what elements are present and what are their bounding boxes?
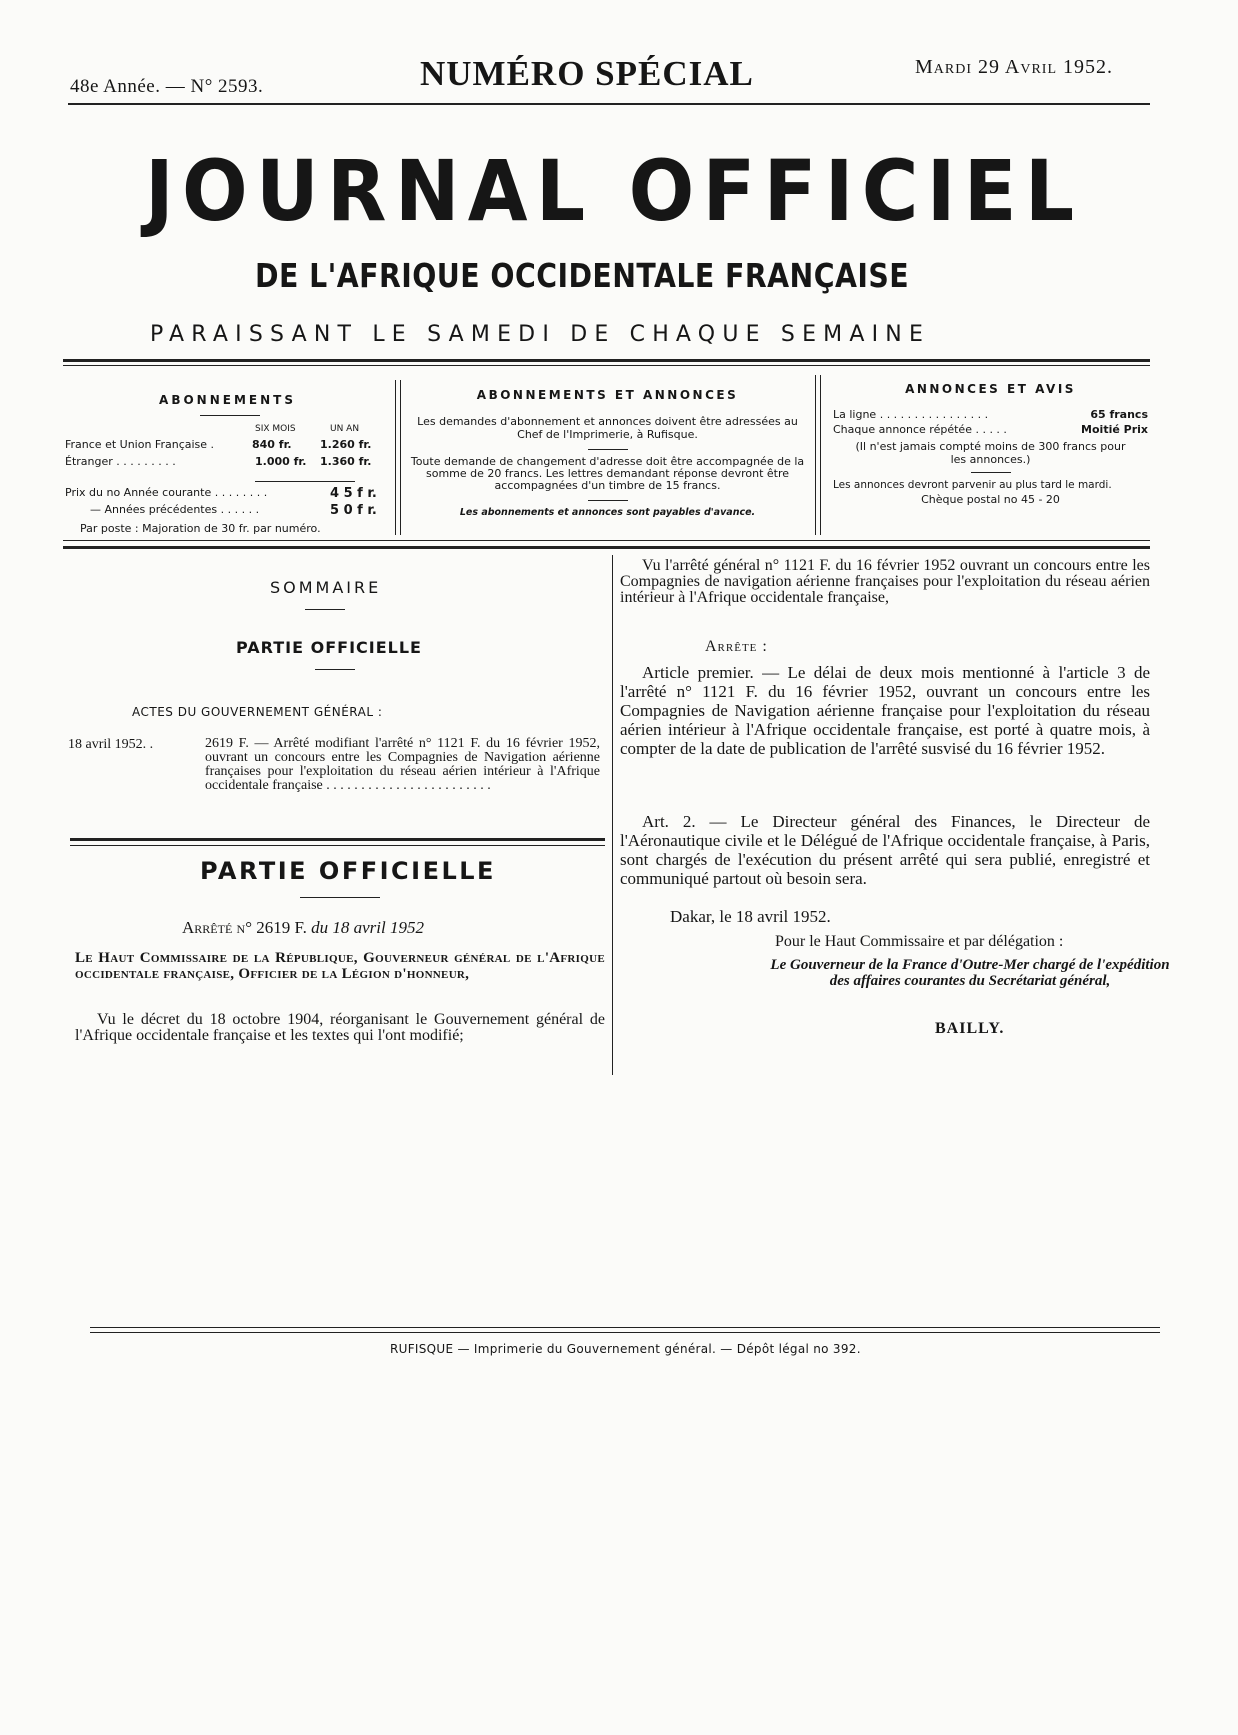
price-row [65,503,390,520]
annonces-delai: Les annonces devront parvenir au plus tard le mardi. [833,479,1112,491]
box-divider-left [395,380,396,535]
sommaire-entry-date: 18 avril 1952. . [68,737,154,752]
arrete-label: Arrête : [705,638,768,655]
partie-top-rule [70,838,605,841]
lieu-date: Dakar, le 18 avril 1952. [670,907,831,926]
section-divider [588,449,628,450]
journal-title: JOURNAL OFFICIEL [145,142,1083,240]
abonnements-annonces-heading: ABONNEMENTS ET ANNONCES [476,388,739,402]
delegation: Pour le Haut Commissaire et par délégation : [775,933,1064,950]
arrete-title [182,918,424,938]
annonces-block [833,382,1148,506]
section-divider [971,472,1011,473]
row-six: 1.000 fr. [255,455,307,468]
sommaire-heading: SOMMAIRE [270,578,382,597]
partie-heading-underline [300,897,380,898]
heading-underline [200,415,260,416]
footer-rule [90,1327,1160,1328]
row-six: 840 fr. [252,438,292,451]
table-row [65,455,390,472]
row-an: 1.260 fr. [320,438,372,451]
journal-subtitle: DE L'AFRIQUE OCCIDENTALE FRANÇAISE [255,256,910,295]
abonnements-annonces-block [410,388,805,518]
box-top-rule-thin [63,365,1150,366]
box-top-rule [63,359,1150,362]
sommaire-actes: ACTES DU GOUVERNEMENT GÉNÉRAL : [132,705,383,719]
sommaire-partie: PARTIE OFFICIELLE [236,638,422,657]
box-divider-left-2 [400,380,401,535]
prec-value: 5 0 f r. [330,503,377,518]
abonnements-heading: ABONNEMENTS [159,393,296,407]
col-six-mois: SIX MOIS [255,424,296,434]
top-rule [68,103,1150,105]
repetee-value: Moitié Prix [1081,423,1148,436]
prec-label: — Années précédentes . . . . . . [90,503,260,516]
article-1: Article premier. — Le délai de deux mois mentionné à l'article 3 de l'arrêté n° 1121 F. du 16 février 1952, ouvrant un concours entre les Compagnies de Navigation aérienne française pour l'exploitation du réseau aérien intérieur à l'Afrique occidentale française, est porté à quatre mois, à compter de la date de publication de l'arrêté susvisé du 16 février 1952. [620,663,1150,758]
section-divider [255,481,355,482]
box-divider-right [815,375,816,535]
haut-commissaire: Le Haut Commissaire de la République, Gouverneur général de l'Afrique occidentale française, Officier de la Légion d'honneur, [75,950,605,982]
partie-top-rule-thin [70,845,605,846]
arrete-title-date: du 18 avril 1952 [311,918,424,937]
abonnements-block [65,393,390,535]
special-issue-label: NUMÉRO SPÉCIAL [420,54,754,93]
ligne-label: La ligne . . . . . . . . . . . . . . . . [833,408,989,421]
sommaire-underline [305,609,345,610]
box-divider-right-2 [820,375,821,535]
annonces-change: Toute demande de changement d'adresse doit être accompagnée de la somme de 20 francs. Les lettres demandant réponse devront être accompagnées d'un timbre de 15 francs. [410,455,805,492]
prix-label: Prix du no Année courante . . . . . . . . [65,486,268,499]
repetee-label: Chaque annonce répétée . . . . . [833,423,1007,436]
row-label: Étranger . . . . . . . . . [65,455,176,468]
prix-value: 4 5 f r. [330,486,377,501]
cheque-postal: Chèque postal no 45 - 20 [921,493,1060,506]
abonnements-col-headers [65,424,390,438]
sommaire-entry [205,737,600,793]
article-2: Art. 2. — Le Directeur général des Finances, le Directeur de l'Aéronautique civile et le Délégué de l'Afrique occidentale française, à Paris, sont chargés de l'exécution du présent arrêté qui sera publié, enregistré et communiqué partout où besoin sera. [620,812,1150,888]
issue-date: Mardi 29 Avril 1952. [915,56,1114,78]
price-row [833,423,1148,438]
row-label: France et Union Française . [65,438,215,451]
annonces-address: Les demandes d'abonnement et annonces doivent être adressées au Chef de l'Imprimerie, à Rufisque. [417,415,798,441]
issue-number: 48e Année. — N° 2593. [70,76,264,97]
vu-decret: Vu le décret du 18 octobre 1904, réorganisant le Gouvernement général de l'Afrique occidentale française et les textes qui l'ont modifié; [75,1011,605,1044]
price-row [65,486,390,503]
box-bottom-rule-thick [63,546,1150,549]
signataire-role: Le Gouverneur de la France d'Outre-Mer chargé de l'expédition des affaires courantes du Secrétariat général, [770,957,1170,989]
poste-note: Par poste : Majoration de 30 fr. par numéro. [80,522,321,535]
annonces-payment: Les abonnements et annonces sont payables d'avance. [459,507,756,518]
row-an: 1.360 fr. [320,455,372,468]
partie-officielle-heading: PARTIE OFFICIELLE [200,857,496,885]
table-row [65,438,390,455]
footer-imprint: RUFISQUE — Imprimerie du Gouvernement général. — Dépôt légal no 392. [390,1342,861,1356]
vu-arrete: Vu l'arrêté général n° 1121 F. du 16 février 1952 ouvrant un concours entre les Compagnies de navigation aérienne françaises pour l'exploitation du réseau aérien intérieur à l'Afrique occidentale française, [620,557,1150,606]
column-divider [612,555,613,1075]
arrete-title-number: Arrêté n° 2619 F. [182,918,307,937]
section-divider [588,500,628,501]
price-row [833,408,1148,423]
annonces-heading: ANNONCES ET AVIS [905,382,1076,396]
box-bottom-rule [63,540,1150,541]
sommaire-entry-body: 2619 F. — Arrêté modifiant l'arrêté n° 1121 F. du 16 février 1952, ouvrant un concours entre les Compagnies de Navigation aérienne françaises pour l'exploitation du réseau aérien intérieur à l'Afrique occidentale française [205,736,600,793]
footer-rule-2 [90,1332,1160,1333]
leader-dots: . . . . . . . . . . . . . . . . . . . . . . . . [322,778,491,793]
col-un-an: UN AN [330,424,360,434]
journal-tagline: PARAISSANT LE SAMEDI DE CHAQUE SEMAINE [150,322,931,347]
annonces-note: (Il n'est jamais compté moins de 300 francs pour les annonces.) [855,440,1126,466]
partie-underline [315,669,355,670]
signataire: BAILLY. [935,1020,1005,1037]
ligne-value: 65 francs [1090,408,1148,421]
sommaire-entry-text [205,737,600,793]
